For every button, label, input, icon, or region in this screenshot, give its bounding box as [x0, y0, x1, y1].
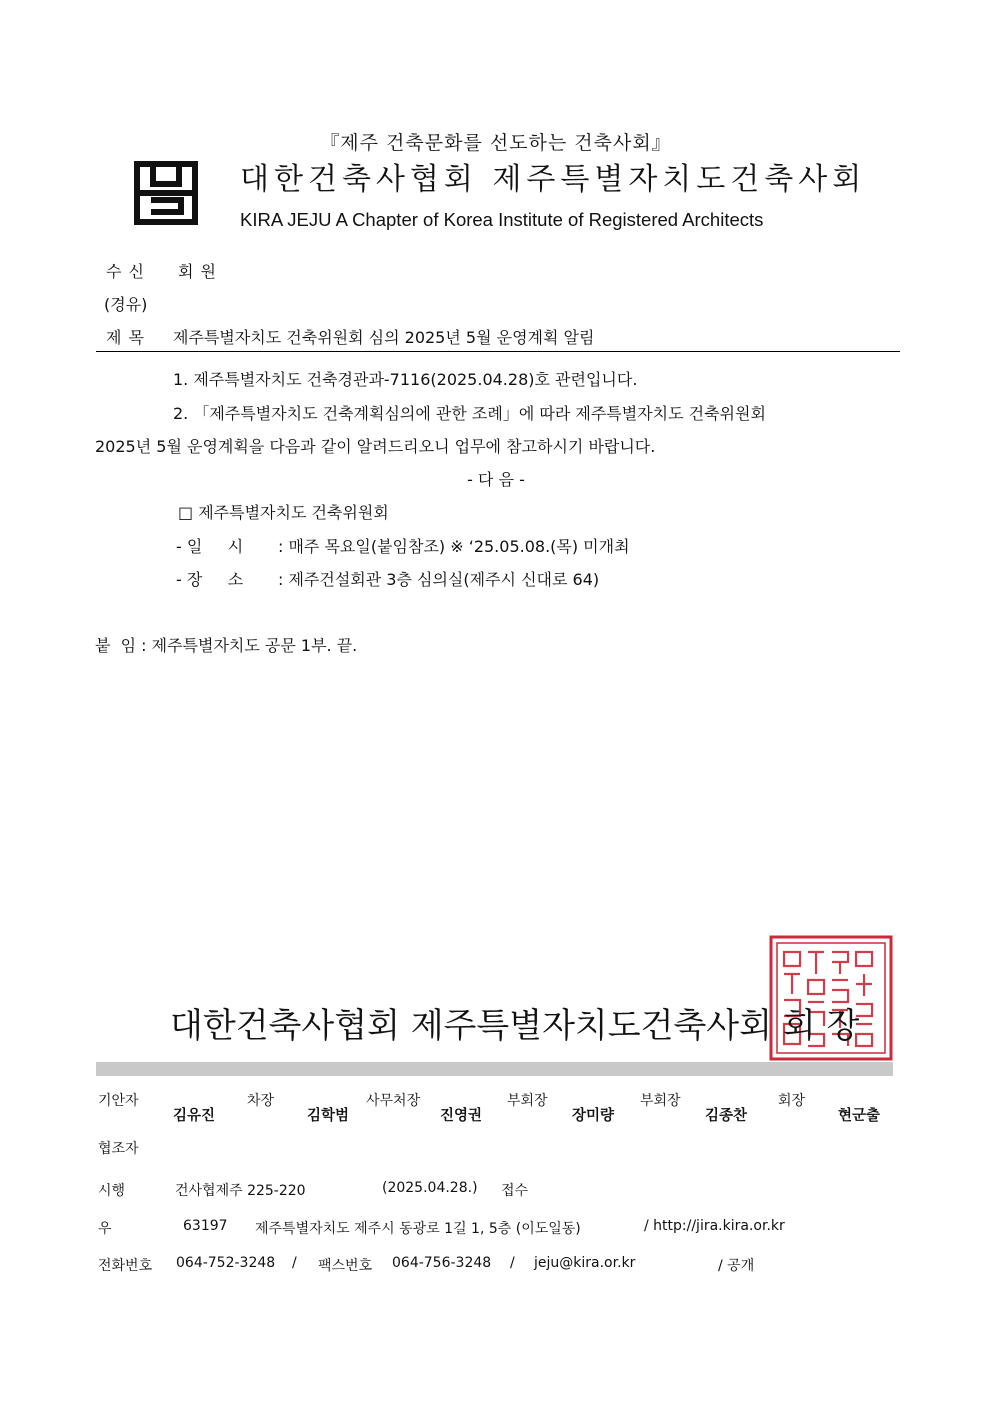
receipt-label: 접수 — [501, 1183, 529, 1199]
approval-name-secretary: 진영권 — [440, 1108, 483, 1124]
association-logo — [133, 160, 199, 226]
approval-name-drafter: 김유진 — [173, 1108, 216, 1124]
recipient-value: 회 원 — [178, 262, 217, 281]
via-label: (경유) — [104, 295, 148, 314]
paragraph-2-line-1: 2. 「제주특별자치도 건축계획심의에 관한 조례」에 따라 제주특별자치도 건축위원회 — [173, 404, 766, 423]
approval-title-vice-president-1: 부회장 — [507, 1093, 548, 1109]
organization-name-korean: 대한건축사협회 제주특별자치도건축사회 — [240, 162, 867, 197]
footer-divider-bar — [96, 1062, 893, 1076]
approval-name-president: 현군출 — [838, 1108, 881, 1124]
sender-signature-line: 대한건축사협회 제주특별자치도건축사회 회 장 — [170, 1006, 860, 1046]
phone-label: 전화번호 — [98, 1258, 153, 1274]
slogan: 『제주 건축문화를 선도하는 건축사회』 — [320, 132, 672, 154]
postal-label: 우 — [98, 1221, 112, 1237]
website-link[interactable]: / http://jira.kira.or.kr — [644, 1218, 785, 1234]
header-divider — [96, 351, 900, 352]
email-link[interactable]: jeju@kira.or.kr — [534, 1255, 636, 1271]
disclosure-status: / 공개 — [718, 1258, 755, 1274]
phone-number: 064-752-3248 — [176, 1255, 276, 1271]
approval-title-president: 회장 — [778, 1093, 806, 1109]
item-place-label: - 장 소 — [176, 570, 244, 589]
recipient-label: 수 신 — [106, 262, 145, 281]
approval-name-deputy: 김학범 — [307, 1108, 350, 1124]
postal-code: 63197 — [183, 1218, 228, 1234]
fax-label: 팩스번호 — [318, 1258, 373, 1274]
paragraph-1: 1. 제주특별자치도 건축경관과-7116(2025.04.28)호 관련입니다. — [173, 370, 638, 389]
item-title: □ 제주특별자치도 건축위원회 — [178, 503, 389, 522]
approval-title-vice-president-2: 부회장 — [640, 1093, 681, 1109]
subject-value: 제주특별자치도 건축위원회 심의 2025년 5월 운영계획 알림 — [173, 328, 595, 347]
fax-number: 064-756-3248 — [392, 1255, 492, 1271]
dagum-heading: - 다 음 - — [467, 470, 525, 489]
approval-title-drafter: 기안자 — [98, 1093, 139, 1109]
approval-title-deputy: 차장 — [247, 1093, 275, 1109]
separator-1: / — [292, 1255, 297, 1271]
approval-name-vice-president-2: 김종찬 — [705, 1108, 748, 1124]
item-date-value: : 매주 목요일(붙임참조) ※ ‘25.05.08.(목) 미개최 — [278, 537, 630, 556]
enforce-label: 시행 — [98, 1183, 126, 1199]
item-date-label: - 일 시 — [176, 537, 244, 556]
paragraph-2-line-2: 2025년 5월 운영계획을 다음과 같이 알려드리오니 업무에 참고하시기 바랍니다. — [95, 437, 656, 456]
address: 제주특별자치도 제주시 동광로 1길 1, 5층 (이도일동) — [255, 1221, 581, 1237]
enforce-number: 건사협제주 225-220 — [175, 1183, 306, 1199]
approval-name-vice-president-1: 장미량 — [572, 1108, 615, 1124]
approval-title-secretary: 사무처장 — [366, 1093, 421, 1109]
attachment-line: 붙 임 : 제주특별자치도 공문 1부. 끝. — [95, 636, 358, 655]
cooperator-label: 협조자 — [98, 1141, 139, 1157]
subject-label: 제 목 — [106, 328, 145, 347]
item-place-value: : 제주건설회관 3층 심의실(제주시 신대로 64) — [278, 570, 600, 589]
organization-name-english: KIRA JEJU A Chapter of Korea Institute of Registered Architects — [240, 209, 764, 230]
enforce-date: (2025.04.28.) — [382, 1180, 478, 1196]
separator-2: / — [510, 1255, 515, 1271]
